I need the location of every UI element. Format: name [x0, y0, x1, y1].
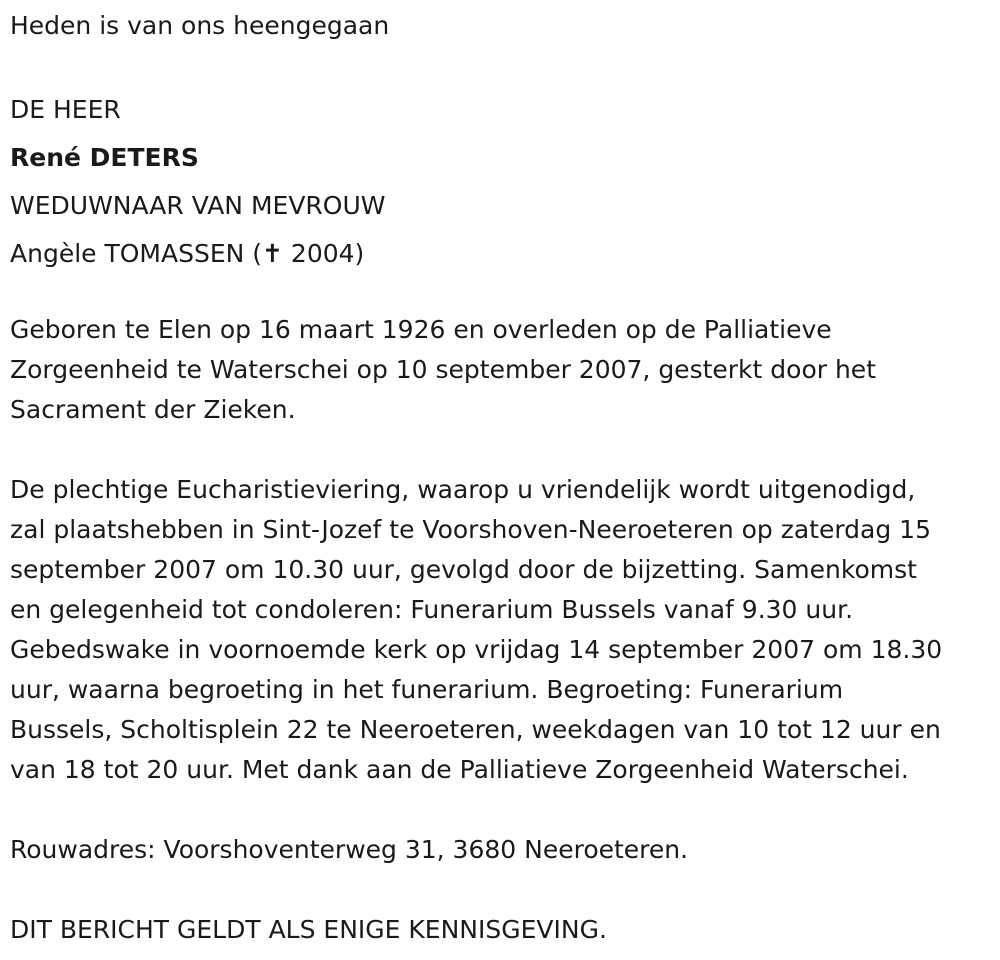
birth-line: Zorgeenheid te Waterschei op 10 september 2007, gesterkt door het	[10, 355, 876, 384]
birth-line: Geboren te Elen op 16 maart 1926 en overleden op de Palliatieve	[10, 315, 832, 344]
service-line: De plechtige Eucharistieviering, waarop u vriendelijk wordt uitgenodigd,	[10, 475, 916, 504]
service-line: september 2007 om 10.30 uur, gevolgd door de bijzetting. Samenkomst	[10, 555, 917, 584]
service-line: zal plaatshebben in Sint-Jozef te Voorshoven-Neeroeteren op zaterdag 15	[10, 515, 931, 544]
intro-text: Heden is van ons heengegaan	[10, 11, 390, 40]
birth-line: Sacrament der Zieken.	[10, 395, 296, 424]
service-line: Bussels, Scholtisplein 22 te Neeroeteren, weekdagen van 10 tot 12 uur en	[10, 715, 941, 744]
spacer	[10, 870, 990, 910]
relation-text: WEDUWNAAR VAN MEVROUW	[10, 191, 386, 220]
spacer	[10, 46, 990, 86]
service-line: Gebedswake in voornoemde kerk op vrijdag 14 september 2007 om 18.30	[10, 635, 943, 664]
spouse-name: Angèle TOMASSEN (✝ 2004)	[10, 239, 365, 268]
deceased-heading	[10, 86, 990, 278]
service-line: en gelegenheid tot condoleren: Funerarium Bussels vanaf 9.30 uur.	[10, 595, 854, 624]
spacer	[10, 790, 990, 830]
spacer	[10, 278, 990, 310]
birth-paragraph	[10, 310, 990, 430]
deceased-name: René DETERS	[10, 143, 199, 172]
title-prefix: DE HEER	[10, 95, 121, 124]
service-line: van 18 tot 20 uur. Met dank aan de Palliatieve Zorgeenheid Waterschei.	[10, 755, 909, 784]
spacer	[10, 430, 990, 470]
service-line: uur, waarna begroeting in het funerarium. Begroeting: Funerarium	[10, 675, 844, 704]
closing-statement: DIT BERICHT GELDT ALS ENIGE KENNISGEVING.	[10, 915, 607, 944]
mourning-address: Rouwadres: Voorshoventerweg 31, 3680 Neeroeteren.	[10, 835, 689, 864]
service-paragraph	[10, 470, 990, 790]
